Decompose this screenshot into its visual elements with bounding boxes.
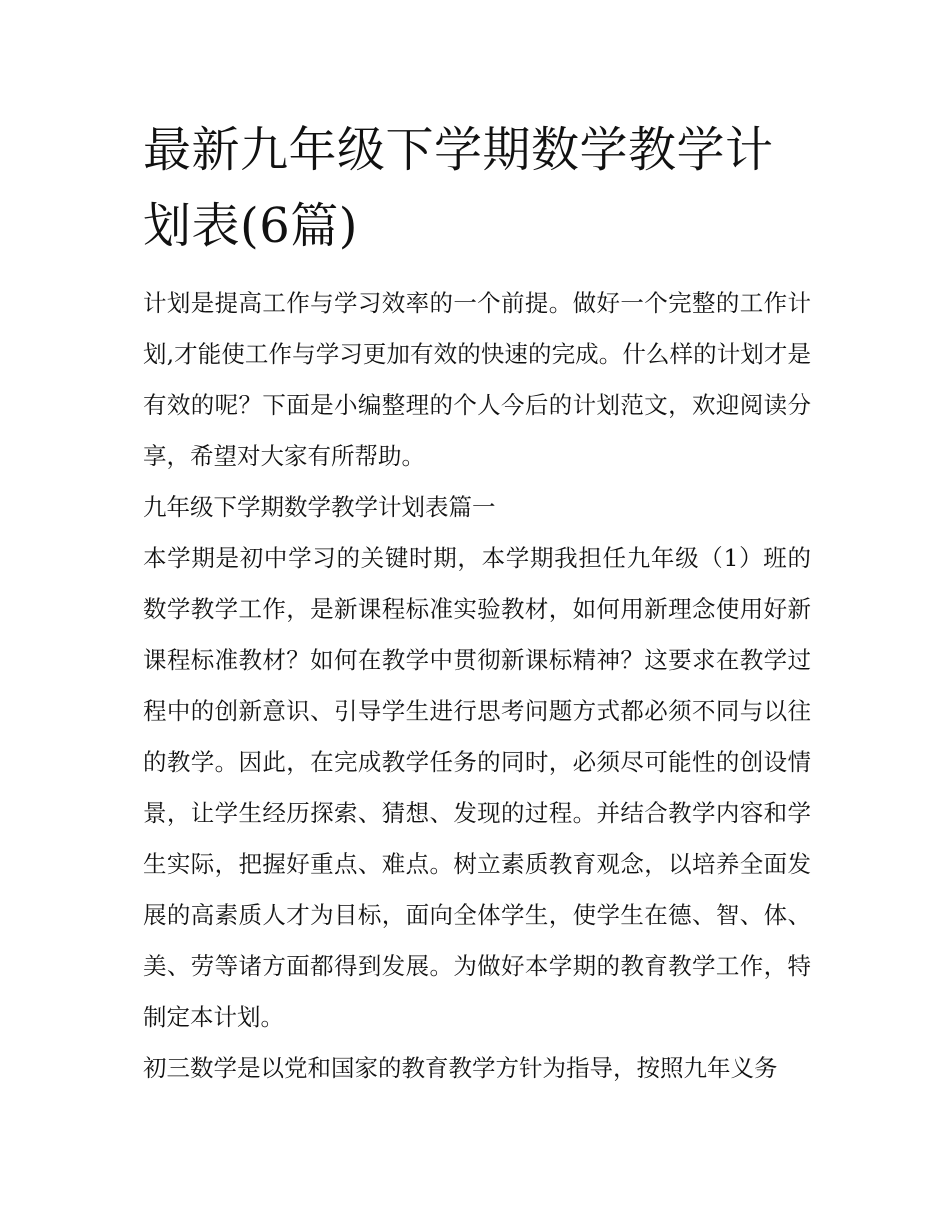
body-paragraph-2: 初三数学是以党和国家的教育教学方针为指导，按照九年义务: [143, 1054, 778, 1082]
document-title: 最新九年级下学期数学教学计划表(6篇): [143, 122, 774, 254]
intro-paragraph: 计划是提高工作与学习效率的一个前提。做好一个完整的工作计划,才能使工作与学习更加有效的快速的完成。什么样的计划才是有效的呢？下面是小编整理的个人今后的计划范文，欢迎阅读分享，希望对大家有所帮助。: [143, 289, 811, 470]
body-paragraph-1: 本学期是初中学习的关键时期，本学期我担任九年级（1）班的数学教学工作，是新课程标准实验教材，如何用新理念使用好新课程标准教材？如何在教学中贯彻新课标精神？这要求在教学过程中的创新意识、引导学生进行思考问题方式都必须不同与以往的教学。因此，在完成教学任务的同时，必须尽可能性的创设情景，让学生经历探索、猜想、发现的过程。并结合教学内容和学生实际，把握好重点、难点。树立素质教育观念，以培养全面发展的高素质人才为目标，面向全体学生，使学生在德、智、体、美、劳等诸方面都得到发展。为做好本学期的教育教学工作，特制定本计划。: [143, 544, 811, 1031]
document-content: [143, 112, 811, 1094]
section-heading: 九年级下学期数学教学计划表篇一: [143, 493, 496, 521]
